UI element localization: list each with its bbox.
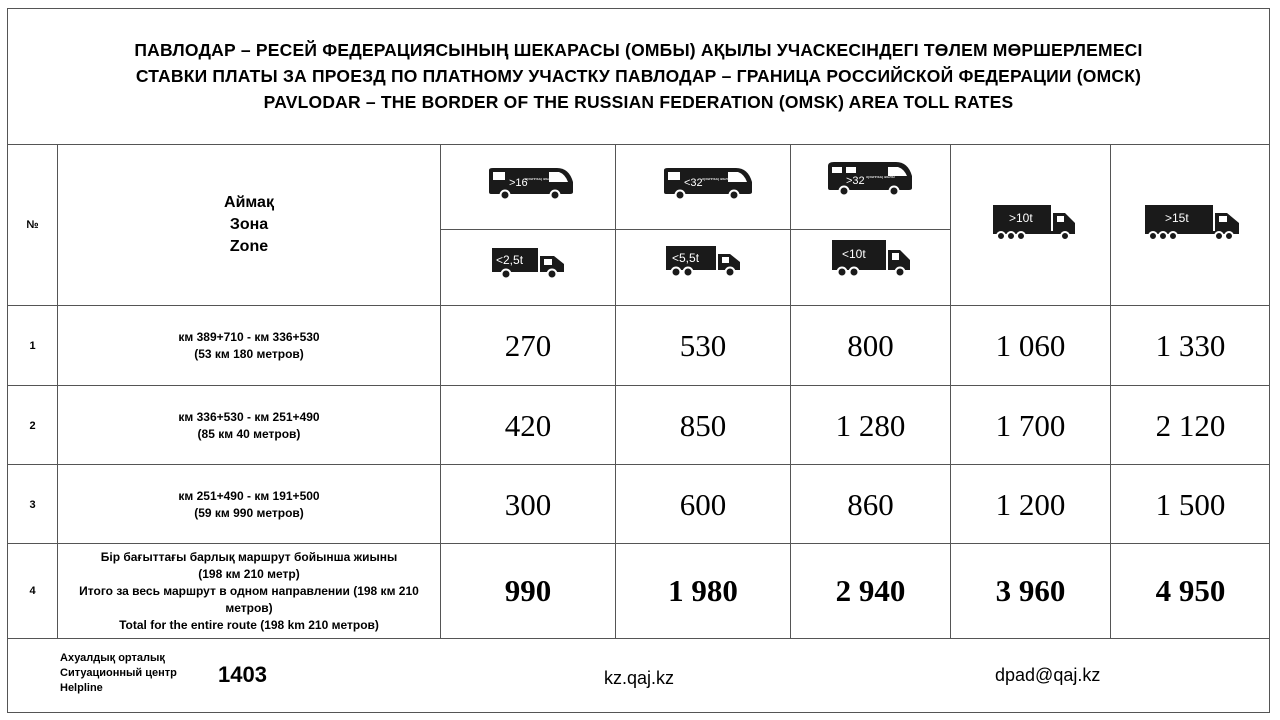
svg-text:орынның жылы: орынның жылы bbox=[702, 176, 731, 181]
toll-rate-cell: 1 060 bbox=[995, 327, 1066, 363]
truck1-label: <2,5t bbox=[496, 253, 524, 267]
total-zone-cell bbox=[58, 544, 440, 638]
total-zone-line: Итого за весь маршрут в одном направлении (198 км 210 bbox=[79, 583, 419, 598]
truck5-label: >15t bbox=[1165, 211, 1189, 225]
toll-rate-cell: 600 bbox=[679, 486, 727, 522]
bus-small-icon bbox=[487, 166, 575, 200]
total-zone-line: метров) bbox=[225, 600, 273, 615]
total-rate-cell: 1 980 bbox=[668, 573, 738, 608]
toll-rate-cell: 420 bbox=[504, 407, 552, 443]
truck-over-15t-icon bbox=[1143, 203, 1243, 243]
total-zone-line: Бір бағыттағы барлық маршрут бойынша жиыны bbox=[100, 549, 398, 564]
toll-rate-cell: 860 bbox=[847, 486, 894, 522]
truck-10t-icon bbox=[830, 238, 912, 280]
truck-over-10t-icon bbox=[991, 203, 1079, 243]
helpline-label-kz: Ахуалдық орталық bbox=[60, 652, 165, 664]
zone-cell bbox=[58, 386, 440, 465]
total-rate-cell: 2 940 bbox=[835, 573, 906, 608]
truck-2-5t-icon bbox=[490, 246, 568, 282]
total-rate-cell: 990 bbox=[504, 573, 552, 608]
total-rate-cell: 3 960 bbox=[995, 573, 1066, 608]
row-number: 2 bbox=[29, 419, 36, 432]
toll-rate-cell: 1 500 bbox=[1155, 486, 1226, 522]
zone-length: (85 км 40 метров) bbox=[197, 426, 301, 441]
zone-range: км 389+710 - км 336+530 bbox=[178, 329, 320, 344]
zone-cell bbox=[58, 465, 440, 544]
toll-rate-cell: 1 200 bbox=[995, 486, 1066, 522]
title-en: PAVLODAR – THE BORDER OF THE RUSSIAN FEDERATION (OMSK) AREA TOLL RATES bbox=[263, 92, 1014, 112]
toll-rate-cell: 270 bbox=[504, 327, 552, 363]
header-zone-en: Zone bbox=[229, 238, 269, 255]
total-zone-line: Total for the entire route (198 km 210 метров) bbox=[119, 617, 379, 632]
svg-text:орынның жылы: орынның жылы bbox=[525, 176, 554, 181]
truck3-label: <10t bbox=[842, 247, 866, 261]
toll-rate-cell: 800 bbox=[847, 327, 894, 363]
toll-rate-cell: 1 330 bbox=[1155, 327, 1226, 363]
header-zone-ru: Зона bbox=[229, 216, 269, 233]
page-title bbox=[8, 9, 1269, 143]
total-zone-line: (198 км 210 метр) bbox=[198, 566, 300, 581]
website-link[interactable]: kz.qaj.kz bbox=[604, 668, 675, 688]
row-number: 3 bbox=[29, 498, 36, 511]
truck2-label: <5,5t bbox=[672, 251, 700, 265]
toll-rate-cell: 2 120 bbox=[1155, 407, 1226, 443]
bus1-label: >16 bbox=[509, 177, 528, 189]
row-number: 4 bbox=[29, 585, 36, 597]
bus-medium-icon bbox=[662, 166, 754, 200]
row-number: 1 bbox=[29, 339, 36, 352]
helpline-label-ru: Ситуационный центр bbox=[60, 667, 177, 679]
bus-large-icon bbox=[826, 160, 914, 196]
total-rate-cell: 4 950 bbox=[1155, 573, 1226, 608]
truck-5-5t-icon bbox=[664, 244, 744, 280]
title-kz: ПАВЛОДАР – РЕСЕЙ ФЕДЕРАЦИЯСЫНЫҢ ШЕКАРАСЫ (ОМБЫ) АҚЫЛЫ УЧАСКЕСІНДЕГІ ТӨЛЕМ МӨРШЕРЛЕМЕСІ bbox=[134, 40, 1143, 60]
toll-rate-cell: 300 bbox=[504, 486, 552, 522]
header-zone bbox=[58, 145, 440, 305]
zone-range: км 251+490 - км 191+500 bbox=[178, 488, 320, 503]
header-number: № bbox=[26, 219, 39, 231]
toll-rate-cell: 530 bbox=[679, 327, 727, 363]
helpline-number[interactable]: 1403 bbox=[218, 662, 267, 687]
helpline-label bbox=[60, 651, 177, 696]
toll-rate-cell: 1 700 bbox=[995, 407, 1066, 443]
toll-rate-cell: 1 280 bbox=[835, 407, 906, 443]
truck4-label: >10t bbox=[1009, 211, 1033, 225]
zone-cell bbox=[58, 306, 440, 385]
bus2-label: <32 bbox=[684, 177, 703, 189]
bus3-label: >32 bbox=[846, 175, 865, 187]
title-ru: СТАВКИ ПЛАТЫ ЗА ПРОЕЗД ПО ПЛАТНОМУ УЧАСТКУ ПАВЛОДАР – ГРАНИЦА РОССИЙСКОЙ ФЕДЕРАЦИИ (ОМСК) bbox=[135, 66, 1142, 86]
zone-length: (59 км 990 метров) bbox=[194, 505, 304, 520]
helpline-label-en: Helpline bbox=[60, 682, 103, 694]
zone-range: км 336+530 - км 251+490 bbox=[178, 409, 320, 424]
email-link[interactable]: dpad@qaj.kz bbox=[995, 665, 1101, 685]
svg-text:орынның жылы: орынның жылы bbox=[866, 174, 895, 179]
toll-rate-cell: 850 bbox=[679, 407, 727, 443]
zone-length: (53 км 180 метров) bbox=[194, 346, 304, 361]
header-zone-kz: Аймақ bbox=[224, 194, 274, 211]
